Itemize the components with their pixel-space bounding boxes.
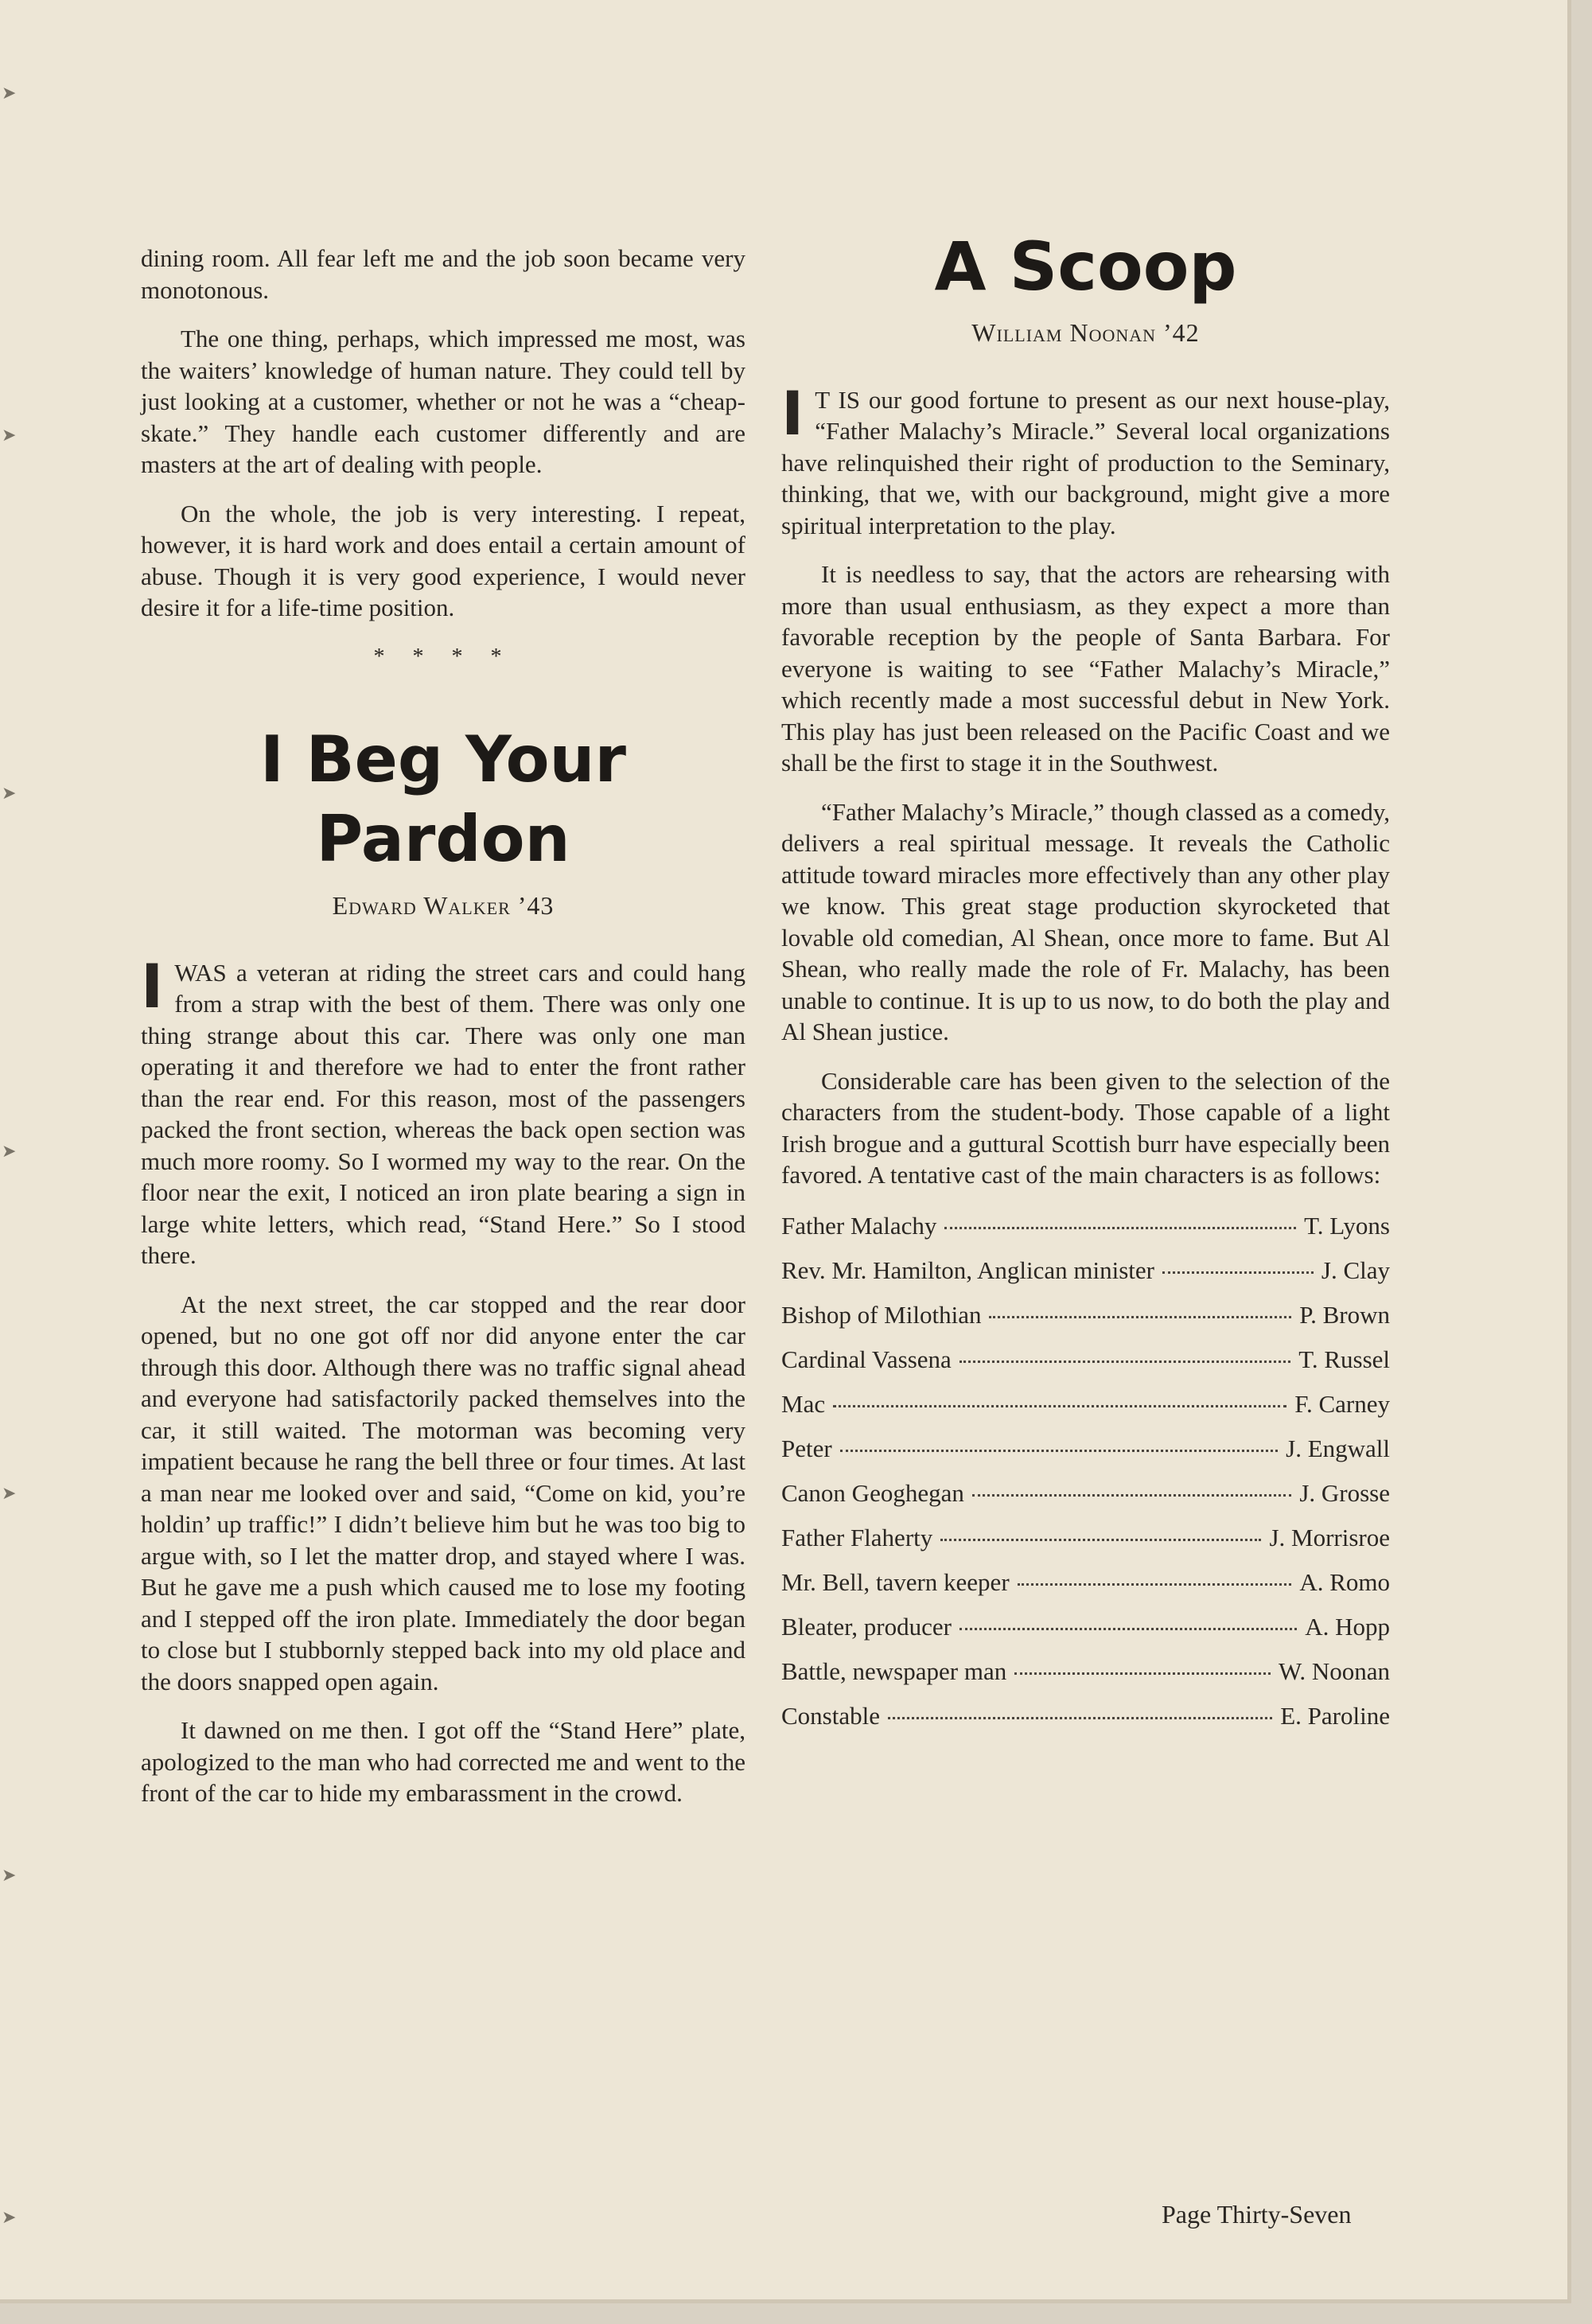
cast-actor: J. Morrisroe bbox=[1269, 1523, 1390, 1551]
cast-role: Cardinal Vassena bbox=[781, 1345, 952, 1373]
binding-staple-mark: ➤ bbox=[2, 425, 17, 445]
cast-role: Canon Geoghegan bbox=[781, 1478, 964, 1507]
binding-staple-mark: ➤ bbox=[2, 783, 17, 803]
lead-paragraph-text: WAS a veteran at riding the street cars and could hang from a strap with the best of them. There was only one thing strange about this car. There was only one man operating it and therefore we had to enter the front rather than the rear end. For this reason, most of the passengers packed the front section, whereas the back open section was much more roomy. So I wormed my way to the rear. On the floor near the exit, I noticed an iron plate bearing a sign in large white letters, which read, “Stand Here.” So I stood there. bbox=[141, 958, 745, 1269]
binding-staple-mark: ➤ bbox=[2, 83, 17, 103]
left-column bbox=[141, 243, 745, 1827]
cast-actor: A. Hopp bbox=[1305, 1612, 1390, 1641]
cast-actor: W. Noonan bbox=[1278, 1656, 1390, 1685]
lead-paragraph-text: T IS our good fortune to present as our next house-play, “Father Malachy’s Miracle.” Several local organizations have relinquished their right of production to the Seminary, thinking, that we, with our background, might give a more spiritual interpretation to the play. bbox=[781, 385, 1390, 539]
cast-role: Bishop of Milothian bbox=[781, 1300, 982, 1329]
cast-entry bbox=[781, 1656, 1390, 1700]
dot-leader bbox=[959, 1361, 1290, 1363]
cast-role: Father Flaherty bbox=[781, 1523, 933, 1551]
cast-entry bbox=[781, 1299, 1390, 1344]
binding-staple-mark: ➤ bbox=[2, 1141, 17, 1161]
cast-actor: J. Engwall bbox=[1286, 1434, 1390, 1462]
cast-actor: E. Paroline bbox=[1280, 1701, 1390, 1730]
body-paragraph: “Father Malachy’s Miracle,” though classed as a comedy, delivers a real spiritual message. It reveals the Catholic attitude toward miracles more effectively than any other play we know. This great stage production skyrocketed that lovable old comedian, Al Shean, once more to fame. But Al Shean, who really made the role of Fr. Malachy, has been unable to continue. It is up to us now, to do both the play and Al Shean justice. bbox=[781, 797, 1390, 1045]
dot-leader bbox=[944, 1227, 1296, 1229]
article-title: I Beg Your Pardon bbox=[260, 722, 626, 876]
right-column bbox=[781, 228, 1390, 1745]
article-byline: William Noonan ’42 bbox=[971, 318, 1200, 347]
cast-entry bbox=[781, 1477, 1390, 1522]
dot-leader bbox=[959, 1628, 1297, 1630]
dot-leader bbox=[833, 1405, 1286, 1407]
cast-entry bbox=[781, 1255, 1390, 1299]
dot-leader bbox=[1018, 1583, 1292, 1586]
drop-cap: I bbox=[141, 950, 164, 1022]
cast-entry bbox=[781, 1388, 1390, 1433]
dot-leader bbox=[1162, 1271, 1314, 1274]
cast-entry bbox=[781, 1522, 1390, 1567]
cast-entry bbox=[781, 1344, 1390, 1388]
body-paragraph: On the whole, the job is very interesting. I repeat, however, it is hard work and does entail a certain amount of abuse. Though it is very good experience, I would never desire it for a life-time position. bbox=[141, 499, 745, 621]
cast-entry bbox=[781, 1611, 1390, 1656]
continued-paragraph: dining room. All fear left me and the job soon became very monotonous. bbox=[141, 244, 745, 304]
cast-actor: P. Brown bbox=[1299, 1300, 1390, 1329]
article-byline: Edward Walker ’43 bbox=[332, 891, 555, 920]
lead-paragraph bbox=[781, 377, 1390, 542]
cast-entry bbox=[781, 1210, 1390, 1255]
cast-role: Mr. Bell, tavern keeper bbox=[781, 1567, 1010, 1596]
cast-list bbox=[781, 1210, 1390, 1745]
dot-leader bbox=[972, 1494, 1291, 1497]
body-paragraph: Considerable care has been given to the selection of the characters from the student-body. Those capable of a light Irish brogue and a guttural Scottish burr have especially been favored. A tentative cast of the main characters is as follows: bbox=[781, 1066, 1390, 1189]
cast-role: Father Malachy bbox=[781, 1211, 937, 1240]
dot-leader bbox=[888, 1717, 1272, 1719]
cast-actor: F. Carney bbox=[1294, 1389, 1390, 1418]
cast-actor: T. Lyons bbox=[1304, 1211, 1390, 1240]
cast-actor: A. Romo bbox=[1299, 1567, 1390, 1596]
body-paragraph: The one thing, perhaps, which impressed me most, was the waiters’ knowledge of human nature. They could tell by just looking at a customer, whether or not he was a “cheap-skate.” They handle each customer differently and are masters at the art of dealing with people. bbox=[141, 325, 745, 478]
body-paragraph: It is needless to say, that the actors are rehearsing with more than usual enthusiasm, as they expect a more than favorable reception by the people of Santa Barbara. For everyone is waiting to see “Father Malachy’s Miracle,” which recently made a most successful debut in New York. This play has just been released on the Pacific Coast and we shall be the first to stage it in the Southwest. bbox=[781, 560, 1390, 777]
cast-role: Peter bbox=[781, 1434, 832, 1462]
cast-actor: T. Russel bbox=[1298, 1345, 1390, 1373]
cast-role: Bleater, producer bbox=[781, 1612, 952, 1641]
dot-leader bbox=[940, 1539, 1261, 1541]
body-paragraph: It dawned on me then. I got off the “Stand Here” plate, apologized to the man who had corrected me and went to the front of the car to hide my embarassment in the crowd. bbox=[141, 1716, 745, 1807]
binding-staple-mark: ➤ bbox=[2, 1865, 17, 1885]
section-separator: * * * * bbox=[373, 644, 513, 669]
lead-paragraph bbox=[141, 950, 745, 1271]
cast-entry bbox=[781, 1700, 1390, 1745]
cast-role: Mac bbox=[781, 1389, 826, 1418]
body-paragraph: At the next street, the car stopped and the rear door opened, but no one got off nor did anyone enter the car through this door. Although there was no traffic signal ahead and everyone had satisfactorily packed themselves into the car, it still waited. The motorman was becoming very impatient because he rang the bell three or four times. At last a man near me looked over and said, “Come on kid, you’re holdin’ up traffic!” I didn’t believe him but he was too big to argue with, so I let the matter drop, and stayed where I was. But he gave me a push which caused me to lose my footing and I stepped off the iron plate. Immediately the door began to close but I stubbornly stepped back into my old place and the doors snapped open again. bbox=[141, 1290, 745, 1695]
cast-role: Rev. Mr. Hamilton, Anglican minister bbox=[781, 1255, 1154, 1284]
cast-entry bbox=[781, 1567, 1390, 1611]
cast-actor: J. Grosse bbox=[1299, 1478, 1390, 1507]
cast-role: Battle, newspaper man bbox=[781, 1656, 1007, 1685]
dot-leader bbox=[1014, 1672, 1271, 1675]
cast-entry bbox=[781, 1433, 1390, 1477]
drop-cap: I bbox=[781, 377, 804, 449]
binding-staple-mark: ➤ bbox=[2, 1483, 17, 1503]
page-number: Page Thirty-Seven bbox=[1162, 2200, 1352, 2229]
dot-leader bbox=[989, 1316, 1291, 1318]
binding-staple-mark: ➤ bbox=[2, 2207, 17, 2227]
article-title: A Scoop bbox=[934, 228, 1237, 306]
cast-role: Constable bbox=[781, 1701, 880, 1730]
dot-leader bbox=[840, 1450, 1278, 1452]
cast-actor: J. Clay bbox=[1321, 1255, 1390, 1284]
